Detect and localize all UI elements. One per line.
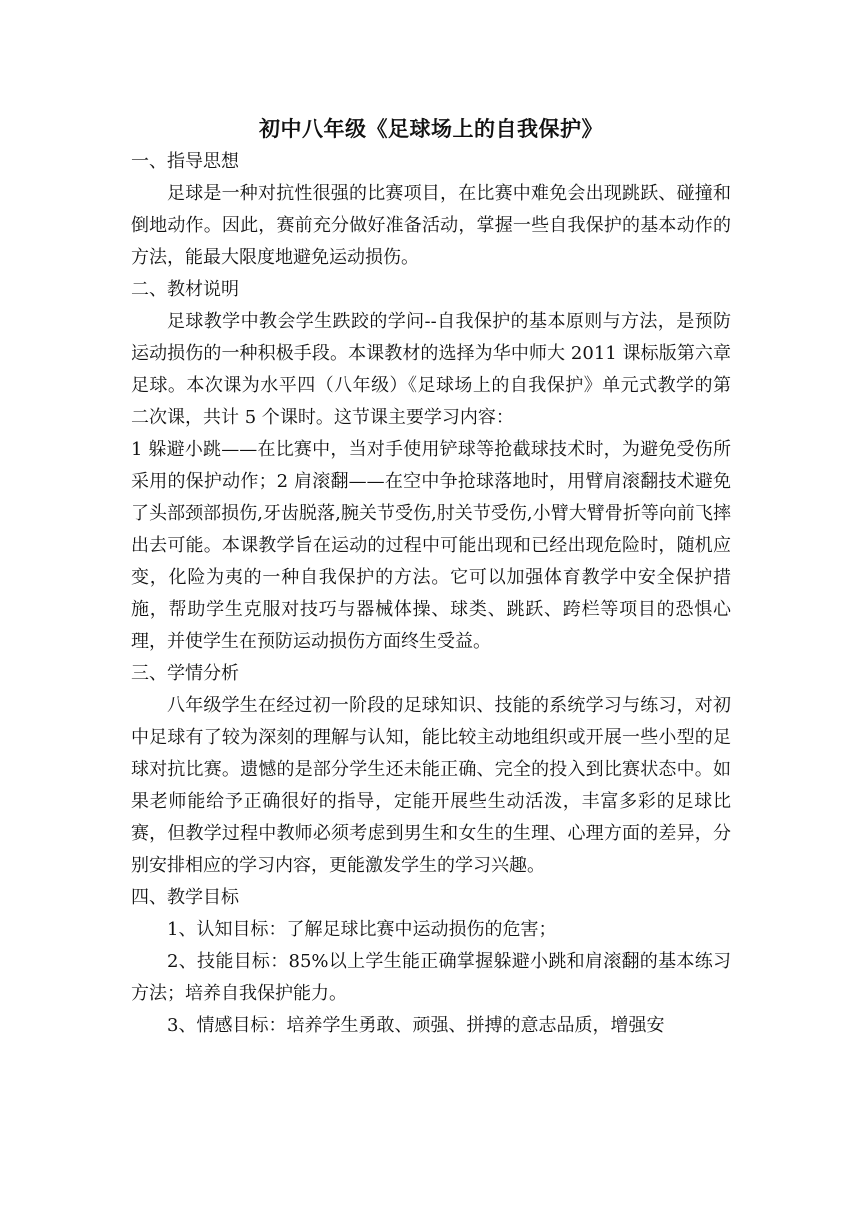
section-heading: 二、教材说明 [131,279,239,300]
paragraph: 1 躲避小跳——在比赛中，当对手使用铲球等抢截球技术时，为避免受伤所采用的保护动作；2 肩滚翻——在空中争抢球落地时，用臂肩滚翻技术避免了头部颈部损伤,牙齿脱落,腕关节受伤,肘关节受伤,小臂大臂骨折等向前飞摔出去可能。本课教学旨在运动的过程中可能出现和已经出现危险时，随机应变，化险为夷的一种自我保护的方法。它可以加强体育教学中安全保护措施，帮助学生克服对技巧与器械体操、球类、跳跃、跨栏等项目的恐惧心理，并使学生在预防运动损伤方面终生受益。 [131,439,731,652]
section-heading: 四、教学目标 [131,887,239,908]
section-guiding-ideology [131,146,731,274]
document-title: 初中八年级《足球场上的自我保护》 [259,116,603,141]
goal-cognitive: 1、认知目标：了解足球比赛中运动损伤的危害； [167,919,557,940]
goal-skill: 2、技能目标：85%以上学生能正确掌握躲避小跳和肩滚翻的基本练习方法；培养自我保护能力。 [131,951,731,1004]
section-heading: 三、学情分析 [131,663,239,684]
paragraph: 足球教学中教会学生跌跤的学问--自我保护的基本原则与方法，是预防运动损伤的一种积极手段。本课教材的选择为华中师大 2011 课标版第六章足球。本次课为水平四（八年级）《足球场上的自我保护》单元式教学的第二次课，共计 5 个课时。这节课主要学习内容： [131,311,731,428]
section-material-description [131,274,731,658]
paragraph: 足球是一种对抗性很强的比赛项目，在比赛中难免会出现跳跃、碰撞和倒地动作。因此，赛前充分做好准备活动，掌握一些自我保护的基本动作的方法，能最大限度地避免运动损伤。 [131,183,731,268]
document-body [131,112,731,1042]
section-student-analysis [131,658,731,882]
goal-affective: 3、情感目标：培养学生勇敢、顽强、拼搏的意志品质，增强安 [167,1015,665,1036]
section-teaching-goals [131,882,731,1042]
paragraph: 八年级学生在经过初一阶段的足球知识、技能的系统学习与练习，对初中足球有了较为深刻的理解与认知，能比较主动地组织或开展一些小型的足球对抗比赛。遗憾的是部分学生还未能正确、完全的投入到比赛状态中。如果老师能给予正确很好的指导，定能开展些生动活泼，丰富多彩的足球比赛，但教学过程中教师必须考虑到男生和女生的生理、心理方面的差异，分别安排相应的学习内容，更能激发学生的学习兴趣。 [131,695,731,876]
section-heading: 一、指导思想 [131,151,239,172]
